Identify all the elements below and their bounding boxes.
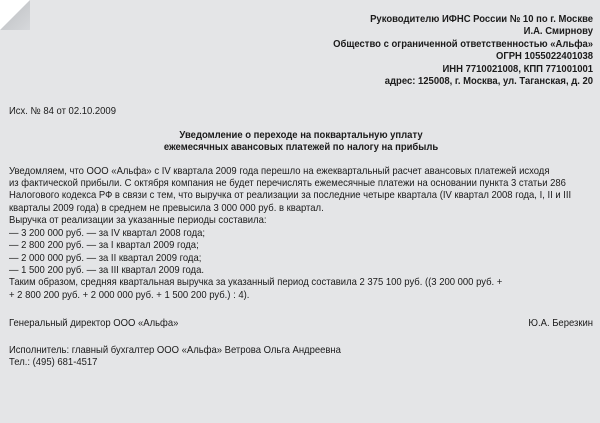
sender-ogrn: ОГРН 1055022401038 [496, 51, 594, 63]
document-title [9, 130, 593, 155]
sender-address: адрес: 125008, г. Москва, ул. Таганская, д. 20 [384, 76, 594, 88]
executor-name: Исполнитель: главный бухгалтер ООО «Альфа» Ветрова Ольга Андреевна [9, 344, 341, 356]
addressee-recipient: Руководителю ИФНС России № 10 по г. Москве [370, 14, 594, 25]
body-line: кварталы 2009 года) в среднем не превысила 3 000 000 руб. в квартал. [9, 202, 324, 214]
executor-block [9, 345, 552, 370]
executor-phone: Тел.: (495) 681-4517 [9, 356, 98, 368]
outgoing-number: Исх. № 84 от 02.10.2009 [9, 106, 116, 118]
document-title-line-2: ежемесячных авансовых платежей по налогу на прибыль [163, 142, 439, 154]
sender-company: Общество с ограниченной ответственностью «Альфа» [333, 38, 594, 50]
addressee-recipient-name: И.А. Смирнову [523, 26, 594, 38]
letter-content [9, 14, 594, 369]
body-line: Выручка от реализации за указанные периоды составила: [9, 215, 267, 227]
body-line: Уведомляем, что ООО «Альфа» с IV квартала 2009 года перешло на ежеквартальный расчет авансовых платежей исходя [9, 165, 550, 177]
revenue-item: — 2 000 000 руб. — за II квартал 2009 года; [9, 252, 202, 264]
revenue-item: — 1 500 200 руб. — за III квартал 2009 года. [9, 264, 204, 276]
body-line: из фактической прибыли. С октября компания не будет перечислять ежемесячные платежи на основании пункта 3 статьи 286 [9, 178, 566, 190]
signatory-position: Генеральный директор ООО «Альфа» [9, 318, 179, 330]
revenue-item: — 2 800 200 руб. — за I квартал 2009 года; [9, 240, 199, 252]
body-line: Таким образом, средняя квартальная выручка за указанный период составила 2 375 100 руб. ((3 200 000 руб. + [9, 277, 503, 289]
letter-body [9, 166, 593, 302]
body-line: + 2 800 200 руб. + 2 000 000 руб. + 1 500 200 руб.) : 4). [9, 289, 250, 301]
sender-inn-kpp: ИНН 7710021008, КПП 771001001 [442, 63, 594, 75]
signatory-name: Ю.А. Березкин [528, 318, 594, 330]
addressee-block [9, 14, 593, 88]
revenue-item: — 3 200 000 руб. — за IV квартал 2008 года; [9, 227, 206, 239]
document-title-line-1: Уведомление о переходе на поквартальную уплату [179, 129, 423, 141]
signature-block [9, 318, 593, 330]
body-line: Налогового кодекса РФ в связи с тем, что выручка от реализации за последние четыре квартала (IV квартал 2008 года, I, II и III [9, 190, 572, 202]
